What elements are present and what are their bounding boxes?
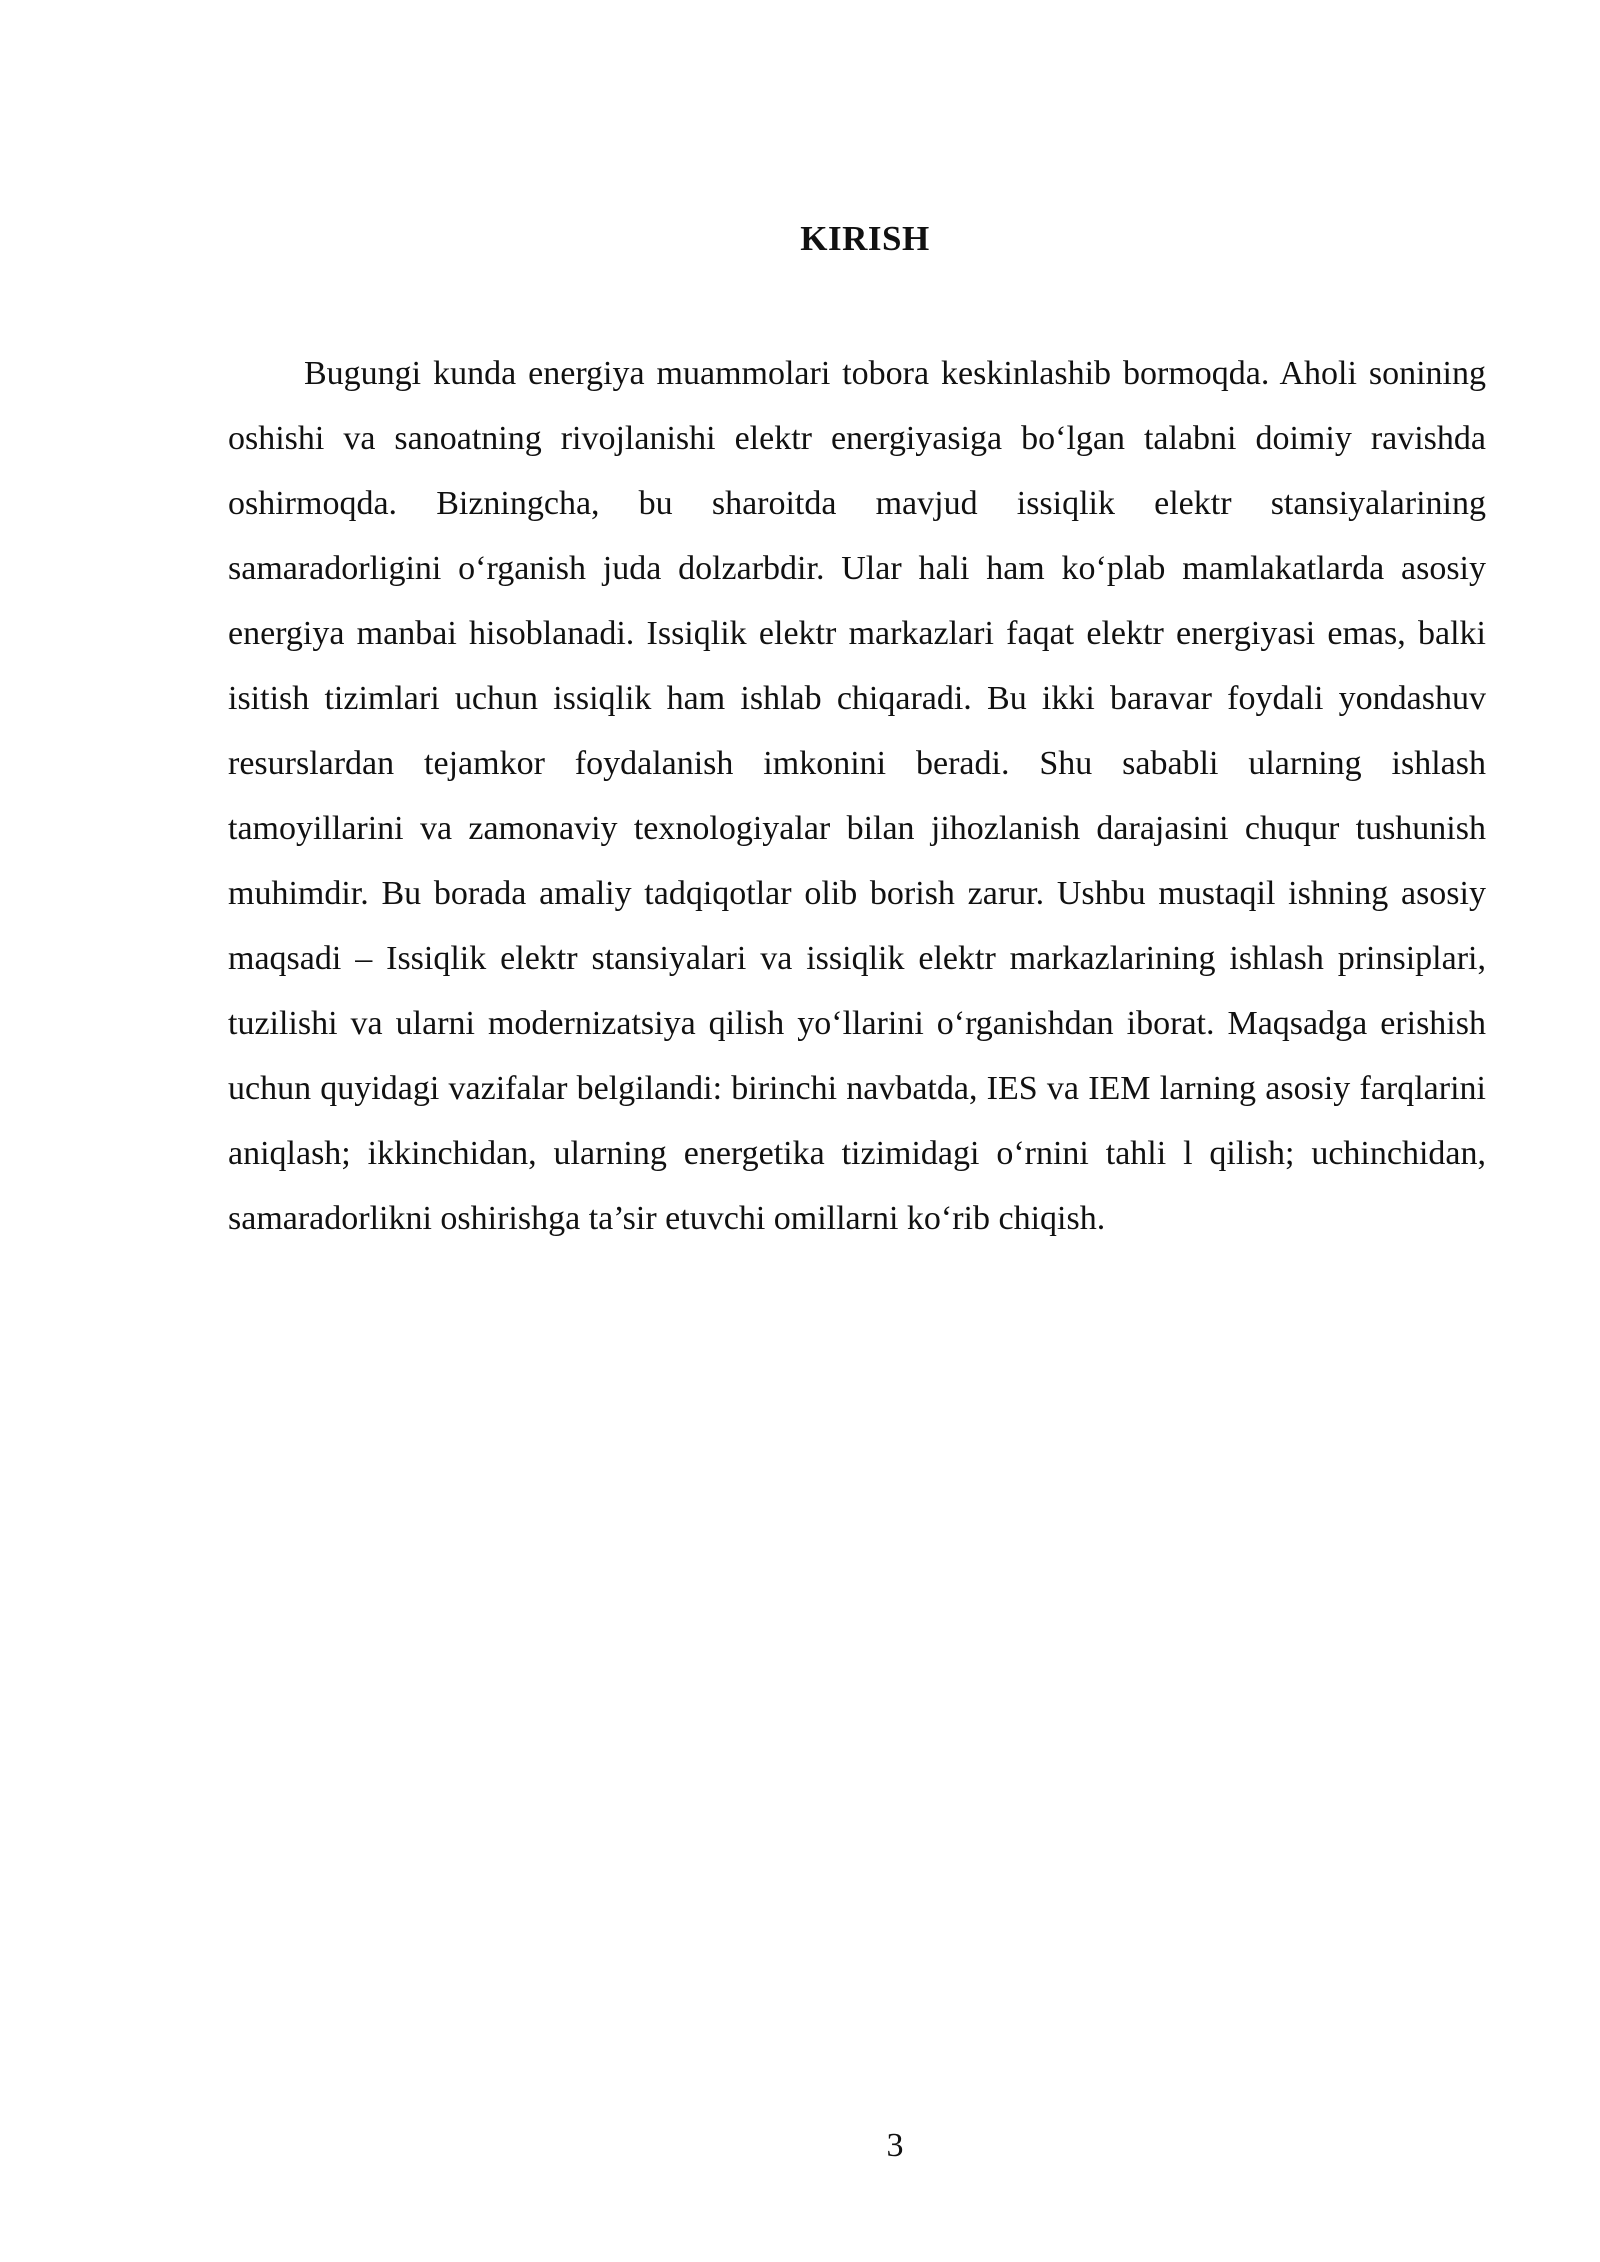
- intro-paragraph: Bugungi kunda energiya muammolari tobora keskinlashib bormoqda. Aholi sonining oshishi va sanoatning rivojlanishi elektr energiyasiga bo‘lgan talabni doimiy ravishda oshirmoqda. Bizningcha, bu sharoitda mavjud issiqlik elektr stansiyalarining samaradorligini o‘rganish juda dolzarbdir. Ular hali ham ko‘plab mamlakatlarda asosiy energiya manbai hisoblanadi. Issiqlik elektr markazlari faqat elektr energiyasi emas, balki isitish tizimlari uchun issiqlik ham ishlab chiqaradi. Bu ikki baravar foydali yondashuv resurslardan tejamkor foydalanish imkonini beradi. Shu sababli ularning ishlash tamoyillarini va zamonaviy texnologiyalar bilan jihozlanish darajasini chuqur tushunish muhimdir. Bu borada amaliy tadqiqotlar olib borish zarur. Ushbu mustaqil ishning asosiy maqsadi – Issiqlik elektr stansiyalari va issiqlik elektr markazlarining ishlash prinsiplari, tuzilishi va ularni modernizatsiya qilish yo‘llarini o‘rganishdan iborat. Maqsadga erishish uchun quyidagi vazifalar belgilandi: birinchi navbatda, IES va IEM larning asosiy farqlarini aniqlash; ikkinchidan, ularning energetika tizimidagi o‘rnini tahli l qilish; uchinchidan, samaradorlikni oshirishga ta’sir etuvchi omillarni ko‘rib chiqish.: [228, 355, 1486, 1237]
- page-number: 3: [886, 2127, 904, 2164]
- page-title: KIRISH: [800, 219, 930, 258]
